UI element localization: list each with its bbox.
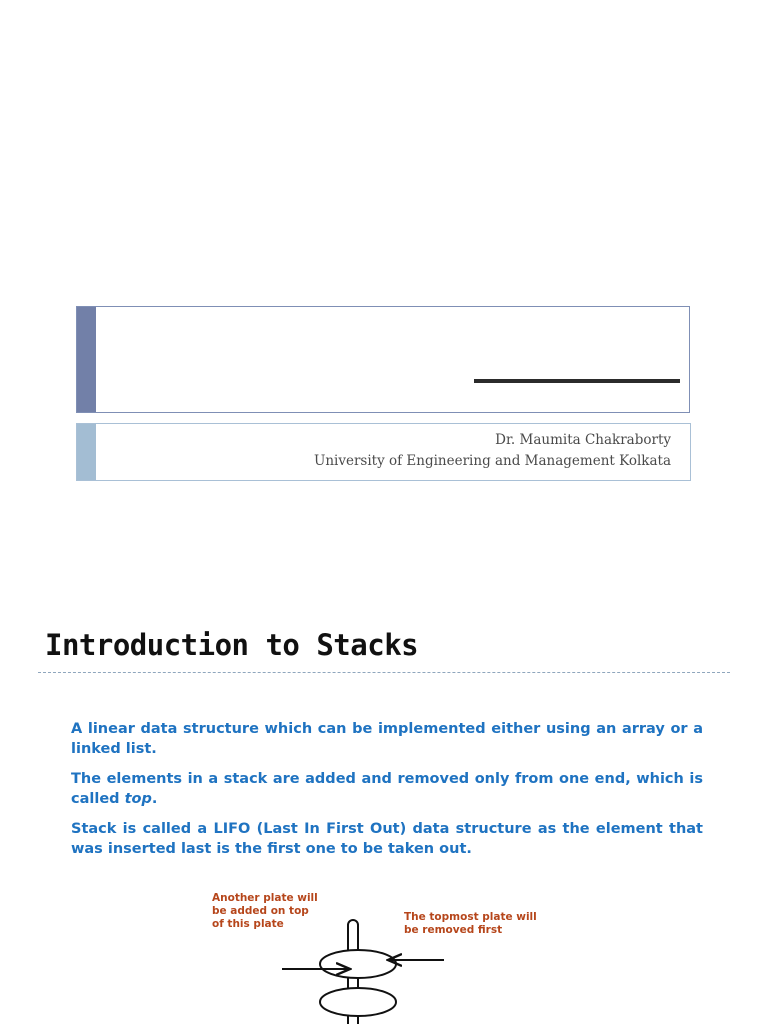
note-add-plate: Another plate will be added on top of this plate: [212, 892, 318, 930]
bullet-text: Stack is called a LIFO (Last In First Out) data structure as the element that was inserted last is the first one to be taken out.: [71, 821, 703, 857]
title-accent-bar: [77, 307, 96, 412]
author-institution: University of Engineering and Management Kolkata: [313, 453, 671, 469]
bullet-emphasis: top: [124, 791, 152, 807]
plate: [320, 950, 396, 978]
slide-heading: Introduction to Stacks: [45, 628, 419, 662]
bullet-text: A linear data structure which can be implemented either using an array or a linked list.: [71, 721, 703, 757]
content-slide: [0, 600, 768, 1024]
bullet-text-end: .: [151, 791, 158, 807]
title-underline-rule: [474, 379, 680, 383]
subtitle-box: [76, 423, 691, 481]
title-box: [76, 306, 690, 413]
plate: [320, 988, 396, 1016]
bullet-text: The elements in a stack are added and removed only from one end, which is called: [71, 771, 703, 807]
author-name: Dr. Maumita Chakraborty: [495, 432, 671, 448]
note-remove-plate: The topmost plate will be removed first: [404, 911, 537, 936]
subtitle-accent-bar: [77, 424, 96, 480]
author-block: [314, 430, 671, 472]
plate-stack-diagram: [0, 600, 768, 1024]
